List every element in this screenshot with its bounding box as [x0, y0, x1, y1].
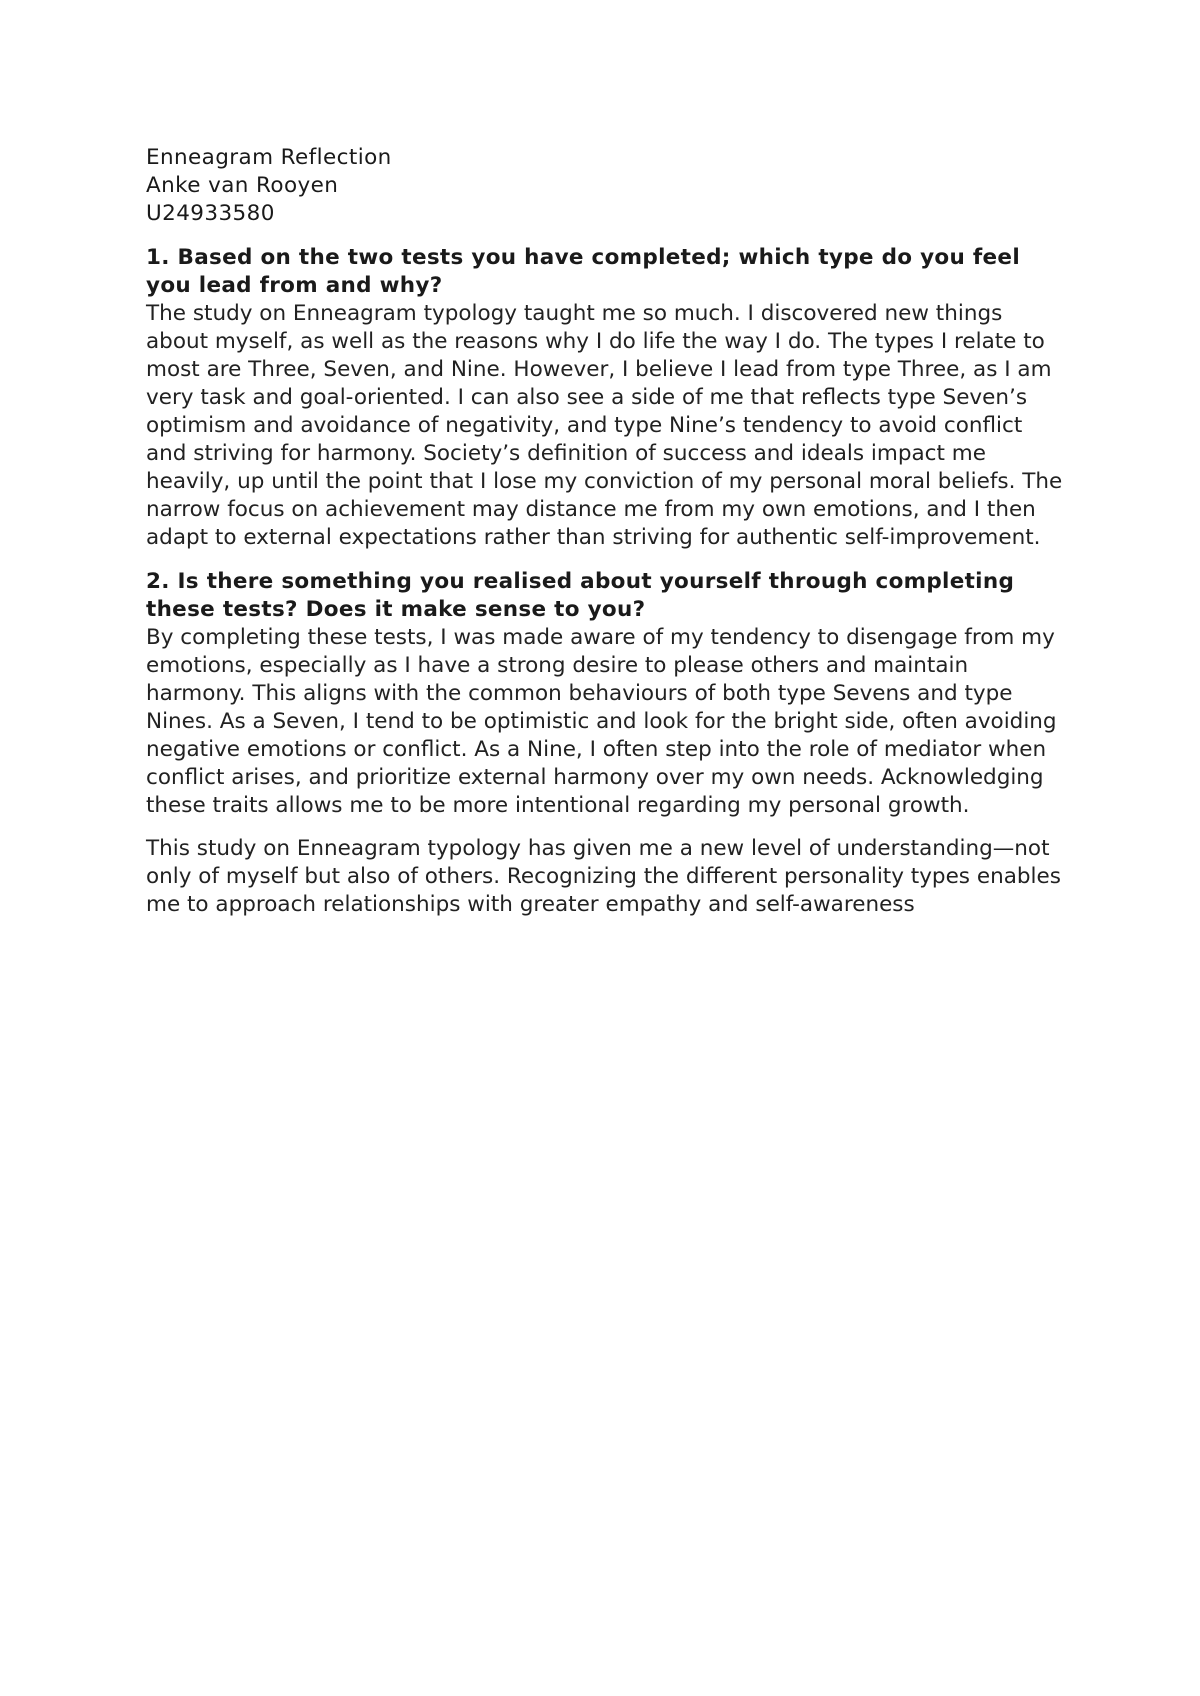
document-page	[146, 144, 1066, 919]
author-name: Anke van Rooyen	[146, 173, 339, 198]
question-section-1	[146, 244, 1066, 552]
document-header	[146, 144, 1066, 228]
document-title: Enneagram Reflection	[146, 145, 392, 170]
question-heading: 2. Is there something you realised about yourself through completing these tests? Does it make sense to you?	[146, 569, 1015, 622]
question-heading: 1. Based on the two tests you have completed; which type do you feel you lead from and why?	[146, 245, 1020, 298]
answer-paragraph: By completing these tests, I was made aware of my tendency to disengage from my emotions, especially as I have a strong desire to please others and maintain harmony. This aligns with the common behaviours of both type Sevens and type Nines. As a Seven, I tend to be optimistic and look for the bright side, often avoiding negative emotions or conflict. As a Nine, I often step into the role of mediator when conflict arises, and prioritize external harmony over my own needs. Acknowledging these traits allows me to be more intentional regarding my personal growth.	[146, 625, 1057, 818]
student-number: U24933580	[146, 201, 275, 226]
closing-paragraph: This study on Enneagram typology has given me a new level of understanding—not only of myself but also of others. Recognizing the different personality types enables me to approach relationships with greater empathy and self-awareness	[146, 836, 1061, 917]
answer-paragraph: The study on Enneagram typology taught me so much. I discovered new things about myself, as well as the reasons why I do life the way I do. The types I relate to most are Three, Seven, and Nine. However, I believe I lead from type Three, as I am very task and goal-oriented. I can also see a side of me that reflects type Seven’s optimism and avoidance of negativity, and type Nine’s tendency to avoid conflict and striving for harmony. Society’s definition of success and ideals impact me heavily, up until the point that I lose my conviction of my personal moral beliefs. The narrow focus on achievement may distance me from my own emotions, and I then adapt to external expectations rather than striving for authentic self-improvement.	[146, 301, 1063, 550]
question-section-2	[146, 568, 1066, 820]
